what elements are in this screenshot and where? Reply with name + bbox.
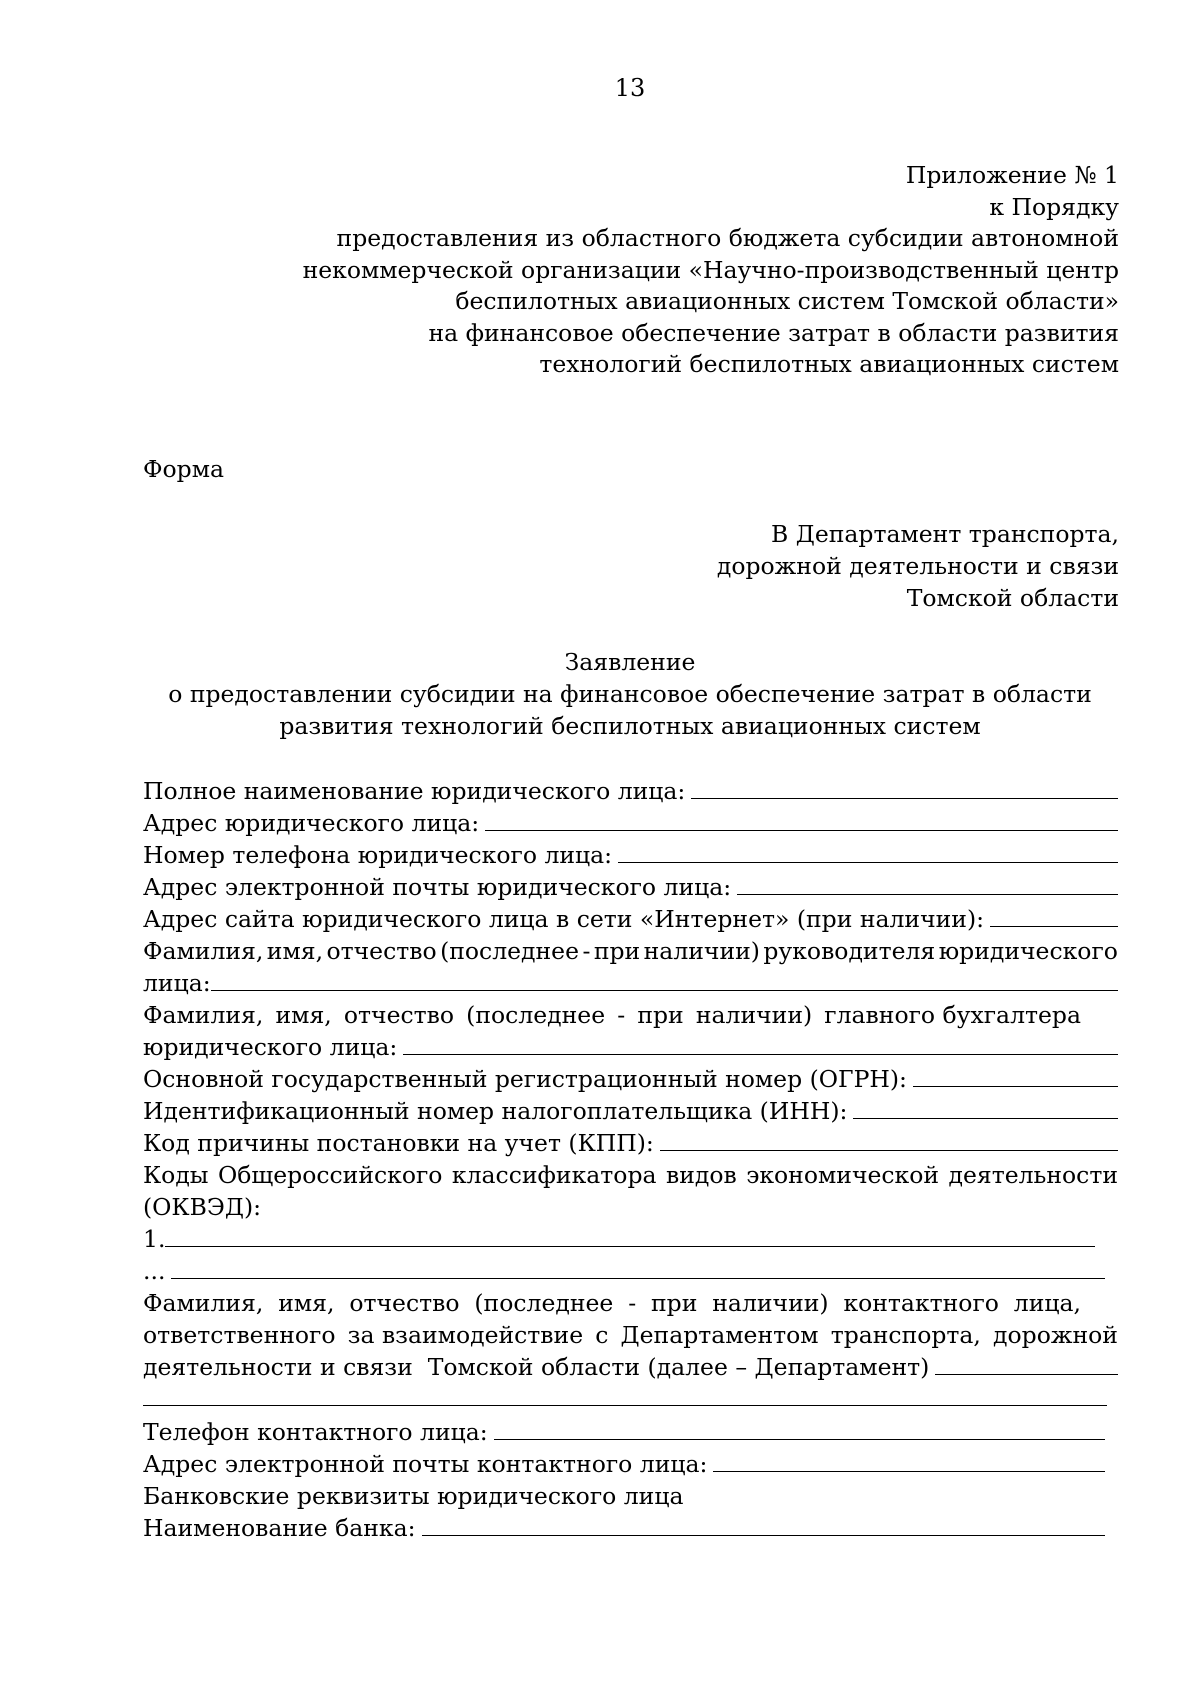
label-word: за взаимодействие [347, 1321, 584, 1349]
field-email [143, 871, 1118, 903]
label-word: наличии) [695, 1001, 813, 1029]
label-word: ответственного [143, 1321, 336, 1349]
label-word: (последнее [440, 937, 579, 965]
label-word: с [595, 1321, 609, 1349]
label-word: Департаментом [620, 1321, 819, 1349]
field-contact-label-2 [143, 1319, 1118, 1351]
label-word: - [617, 1001, 626, 1029]
title-subtitle: развития технологий беспилотных авиационных систем [279, 712, 981, 740]
field-director [143, 967, 1118, 999]
field-accountant [143, 1031, 1118, 1063]
label-word: главного бухгалтера [824, 1001, 1081, 1029]
fill-in-line[interactable] [853, 1098, 1118, 1119]
appendix-line: предоставления из областного бюджета субсидии автономной [336, 224, 1119, 252]
field-label: Код причины постановки на учет (КПП): [143, 1129, 654, 1157]
field-phone [143, 839, 1118, 871]
fill-in-line[interactable] [211, 970, 1118, 991]
field-label: Основной государственный регистрационный номер (ОГРН): [143, 1065, 907, 1093]
field-director-label [143, 935, 1118, 967]
field-legal-address [143, 807, 1118, 839]
label-word: отчество [326, 937, 437, 965]
fill-in-line[interactable] [713, 1451, 1105, 1472]
document-title [0, 646, 1200, 742]
appendix-line: Приложение № 1 [905, 161, 1119, 189]
label-word: наличии) [643, 937, 760, 965]
bank-details-heading: Банковские реквизиты юридического лица [143, 1482, 684, 1510]
label-word: видов [665, 1161, 737, 1189]
fill-in-line[interactable] [422, 1515, 1105, 1536]
fill-in-line[interactable] [935, 1354, 1118, 1375]
fill-in-line[interactable] [990, 906, 1118, 927]
field-contact-phone [143, 1416, 1105, 1448]
field-label: Адрес юридического лица: [143, 809, 480, 837]
field-contact-label-1 [143, 1287, 1081, 1319]
fill-in-line[interactable] [143, 1383, 1107, 1406]
label-word: - [628, 1289, 637, 1317]
fill-in-line[interactable] [485, 810, 1118, 831]
label-word: юридического [938, 937, 1118, 965]
label-word: Фамилия, [143, 1289, 264, 1317]
label-word: (последнее [474, 1289, 614, 1317]
field-full-name [143, 775, 1118, 807]
fill-in-line[interactable] [403, 1034, 1118, 1055]
appendix-line: беспилотных авиационных систем Томской области» [455, 287, 1119, 315]
field-okved-more [143, 1255, 1105, 1287]
fill-in-line[interactable] [618, 842, 1118, 863]
field-label: Полное наименование юридического лица: [143, 777, 686, 805]
addressee-block [717, 518, 1119, 614]
fill-in-line[interactable] [691, 778, 1118, 799]
field-label: Идентификационный номер налогоплательщика (ИНН): [143, 1097, 848, 1125]
label-word: транспорта, [830, 1321, 981, 1349]
fill-in-line[interactable] [913, 1066, 1118, 1087]
form-label: Форма [143, 455, 224, 483]
field-bank-name [143, 1512, 1105, 1544]
field-label: Адрес электронной почты юридического лица: [143, 873, 732, 901]
addressee-line: дорожной деятельности и связи [716, 552, 1119, 580]
field-label: лица: [143, 969, 211, 997]
field-ogrn [143, 1063, 1118, 1095]
appendix-line: на финансовое обеспечение затрат в области развития [428, 318, 1119, 347]
fill-in-line[interactable] [165, 1226, 1095, 1247]
label-word: имя, [275, 1001, 332, 1029]
fill-in-line[interactable] [494, 1419, 1105, 1440]
label-word: лица, [1013, 1289, 1081, 1317]
field-okved-1 [143, 1223, 1095, 1255]
label-word: экономической [746, 1161, 940, 1189]
label-word: контактного [843, 1289, 999, 1317]
appendix-header [303, 160, 1119, 381]
field-label: Адрес электронной почты контактного лица: [143, 1450, 708, 1478]
field-accountant-label [143, 999, 1081, 1031]
fill-in-line[interactable] [171, 1258, 1105, 1279]
appendix-line: некоммерческой организации «Научно-производственный центр [302, 255, 1119, 284]
field-okved-cont: (ОКВЭД): [143, 1193, 262, 1221]
label-word: имя, [266, 937, 324, 965]
page-number: 13 [614, 74, 646, 102]
addressee-line: В Департамент транспорта, [770, 520, 1119, 548]
label-word: руководителя [763, 937, 936, 965]
field-label: Телефон контактного лица: [143, 1418, 488, 1446]
field-label: юридического лица: [143, 1033, 398, 1061]
field-label: Адрес сайта юридического лица в сети «Интернет» (при наличии): [143, 905, 985, 933]
label-word: Фамилия, [143, 1001, 264, 1029]
label-word: (последнее [466, 1001, 606, 1029]
field-label: ... [143, 1257, 166, 1285]
field-label: деятельности и связи Томской области (далее – Департамент) [143, 1353, 930, 1381]
fill-in-line[interactable] [660, 1130, 1118, 1151]
label-word: отчество [349, 1289, 460, 1317]
field-kpp [143, 1127, 1118, 1159]
fill-in-line[interactable] [737, 874, 1118, 895]
label-word: деятельности [948, 1161, 1118, 1189]
field-website [143, 903, 1118, 935]
form-body [143, 775, 1118, 1544]
label-word: при [651, 1289, 698, 1317]
label-word: Фамилия, [143, 937, 264, 965]
addressee-line: Томской области [906, 584, 1119, 612]
field-label: Наименование банка: [143, 1514, 416, 1542]
label-word: дорожной [993, 1321, 1118, 1349]
field-label: 1. [143, 1225, 166, 1253]
label-word: при [593, 937, 641, 965]
title-heading: Заявление [564, 648, 696, 676]
title-subtitle: о предоставлении субсидии на финансовое обеспечение затрат в области [168, 680, 1092, 708]
field-label: Номер телефона юридического лица: [143, 841, 613, 869]
field-okved-label [143, 1159, 1118, 1191]
field-contact [143, 1351, 1118, 1383]
appendix-line: к Порядку [989, 192, 1119, 221]
label-word: имя, [278, 1289, 335, 1317]
label-word: наличии) [712, 1289, 829, 1317]
label-word: Общероссийского [217, 1161, 443, 1189]
label-word: при [637, 1001, 684, 1029]
label-word: отчество [343, 1001, 455, 1029]
field-contact-email [143, 1448, 1105, 1480]
appendix-line: технологий беспилотных авиационных систем [539, 350, 1119, 378]
label-word: классификатора [451, 1161, 657, 1189]
field-inn [143, 1095, 1118, 1127]
label-word: - [582, 937, 591, 965]
label-word: Коды [143, 1161, 209, 1189]
